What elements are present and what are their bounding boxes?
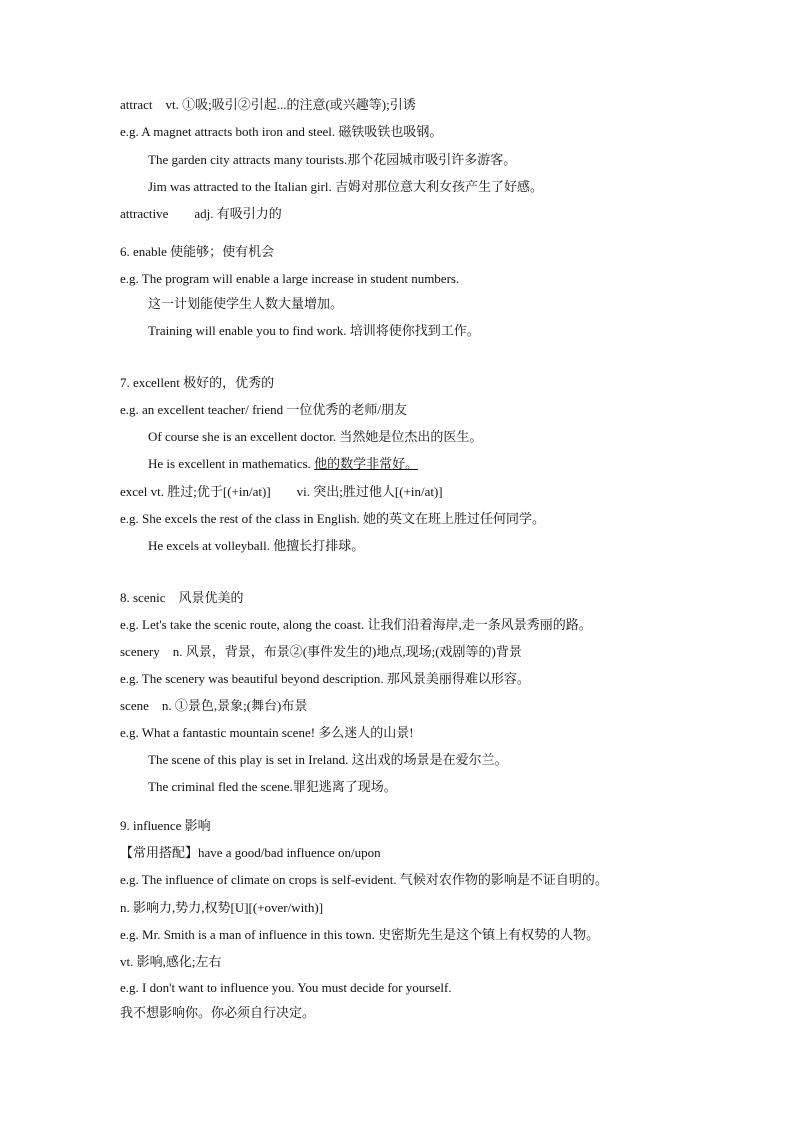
entry-attractive-definition: attractive adj. 有吸引力的 xyxy=(120,206,282,221)
example-line: Training will enable you to find work. 培训将使你找到工作。 xyxy=(148,323,480,338)
example-line: The scene of this play is set in Ireland. 这出戏的场景是在爱尔兰。 xyxy=(148,752,508,767)
example-line: e.g. The program will enable a large increase in student numbers. xyxy=(120,271,460,286)
example-line: e.g. Mr. Smith is a man of influence in this town. 史密斯先生是这个镇上有权势的人物。 xyxy=(120,927,600,942)
entry-attract-definition: attract vt. ①吸;吸引②引起...的注意(或兴趣等);引诱 xyxy=(120,97,416,112)
example-line: e.g. She excels the rest of the class in English. 她的英文在班上胜过任何同学。 xyxy=(120,511,545,526)
example-line: Of course she is an excellent doctor. 当然她是位杰出的医生。 xyxy=(148,429,483,444)
example-line: e.g. The scenery was beautiful beyond description. 那风景美丽得难以形容。 xyxy=(120,671,530,686)
example-line: He excels at volleyball. 他擅长打排球。 xyxy=(148,538,365,553)
example-translation: 我不想影响你。你必须自行决定。 xyxy=(120,1005,316,1020)
example-line: The criminal fled the scene.罪犯逃离了现场。 xyxy=(148,779,397,794)
example-line: e.g. Let's take the scenic route, along the coast. 让我们沿着海岸,走一条风景秀丽的路。 xyxy=(120,617,592,632)
entry-influence-verb: vt. 影响,感化;左右 xyxy=(120,954,222,969)
entry-scenery-definition: scenery n. 风景，背景，布景②(事件发生的)地点,现场;(戏剧等的)背景 xyxy=(120,644,522,659)
example-line: The garden city attracts many tourists.那个花园城市吸引许多游客。 xyxy=(148,152,517,167)
example-translation: 这一计划能使学生人数大量增加。 xyxy=(148,296,344,311)
heading-enable: 6. enable 使能够；使有机会 xyxy=(120,244,275,259)
example-line: e.g. I don't want to influence you. You must decide for yourself. xyxy=(120,980,452,995)
example-line: e.g. an excellent teacher/ friend 一位优秀的老师/朋友 xyxy=(120,402,407,417)
collocation-line: 【常用搭配】have a good/bad influence on/upon xyxy=(120,845,381,860)
entry-scene-definition: scene n. ①景色,景象;(舞台)布景 xyxy=(120,698,308,713)
example-line: e.g. The influence of climate on crops is self-evident. 气候对农作物的影响是不证自明的。 xyxy=(120,872,608,887)
entry-influence-noun: n. 影响力,势力,权势[U][(+over/with)] xyxy=(120,900,324,915)
example-line: Jim was attracted to the Italian girl. 吉姆对那位意大利女孩产生了好感。 xyxy=(148,179,543,194)
example-english: He is excellent in mathematics. xyxy=(148,456,315,471)
heading-excellent: 7. excellent 极好的，优秀的 xyxy=(120,375,275,390)
example-translation-underlined: 他的数学非常好。 xyxy=(314,456,419,471)
example-line: e.g. What a fantastic mountain scene! 多么迷人的山景! xyxy=(120,725,414,740)
example-line xyxy=(148,456,418,472)
example-line: e.g. A magnet attracts both iron and steel. 磁铁吸铁也吸钢。 xyxy=(120,124,443,139)
heading-influence: 9. influence 影响 xyxy=(120,818,211,833)
entry-excel-definition: excel vt. 胜过;优于[(+in/at)] vi. 突出;胜过他人[(+in/at)] xyxy=(120,484,443,499)
heading-scenic: 8. scenic 风景优美的 xyxy=(120,590,244,605)
